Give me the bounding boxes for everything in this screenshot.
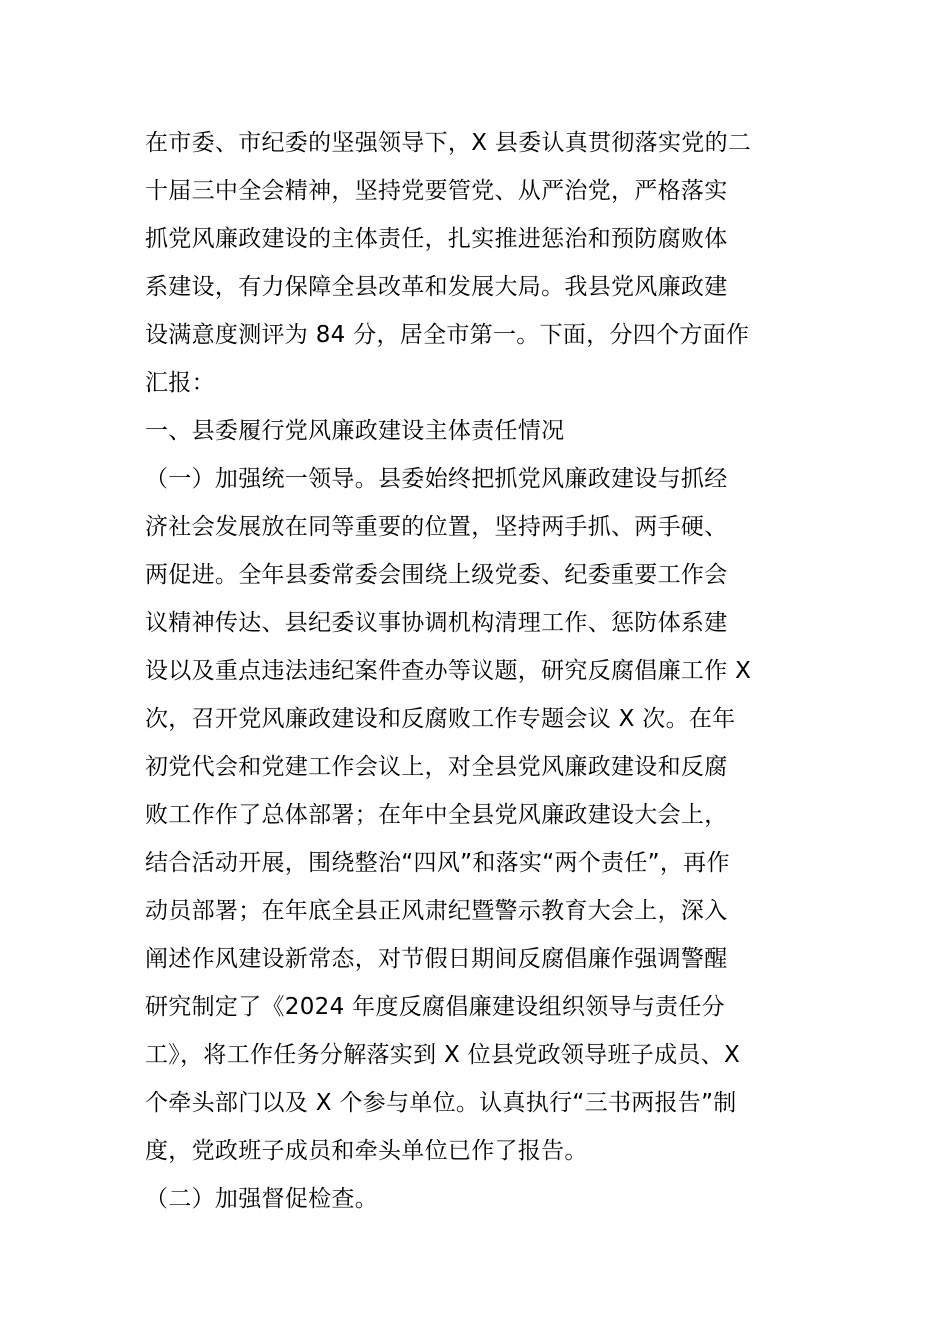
- text-line: 败工作作了总体部署；在年中全县党风廉政建设大会上，: [145, 802, 728, 828]
- text-line: 研究制定了《2024 年度反腐倡廉建设组织领导与责任分: [145, 994, 725, 1020]
- text-line: 系建设，有力保障全县改革和发展大局。我县党风廉政建: [145, 274, 728, 300]
- text-line: 个牵头部门以及 X 个参与单位。认真执行“三书两报告”制: [145, 1090, 737, 1116]
- text-line: 议精神传达、县纪委议事协调机构清理工作、惩防体系建: [145, 610, 728, 636]
- text-line: （一）加强统一领导。县委始终把抓党风廉政建设与抓经: [145, 466, 728, 492]
- text-line: 动员部署；在年底全县正风肃纪暨警示教育大会上，深入: [145, 898, 728, 924]
- text-line: 设满意度测评为 84 分，居全市第一。下面，分四个方面作: [145, 322, 750, 348]
- text-line: 度，党政班子成员和牵头单位已作了报告。: [145, 1138, 588, 1164]
- text-line: 设以及重点违法违纪案件查办等议题，研究反腐倡廉工作 X: [145, 658, 752, 684]
- subsection-heading: （二）加强督促检查。: [145, 1186, 378, 1212]
- text-line: 初党代会和党建工作会议上，对全县党风廉政建设和反腐: [145, 754, 728, 780]
- text-line: 结合活动开展，围绕整治“四风”和落实“两个责任”，再作: [145, 850, 730, 876]
- text-line: 工》，将工作任务分解落实到 X 位县党政领导班子成员、X: [145, 1042, 741, 1068]
- section-heading: 一、县委履行党风廉政建设主体责任情况: [145, 418, 565, 444]
- text-line: 汇报：: [145, 370, 215, 396]
- text-line: 次，召开党风廉政建设和反腐败工作专题会议 X 次。在年: [145, 706, 736, 732]
- text-line: 两促进。全年县委常委会围绕上级党委、纪委重要工作会: [145, 562, 728, 588]
- text-line: 十届三中全会精神，坚持党要管党、从严治党，严格落实: [145, 178, 728, 204]
- text-line: 济社会发展放在同等重要的位置，坚持两手抓、两手硬、: [145, 514, 728, 540]
- text-line: 在市委、市纪委的坚强领导下，X 县委认真贯彻落实党的二: [145, 130, 752, 156]
- text-line: 抓党风廉政建设的主体责任，扎实推进惩治和预防腐败体: [145, 226, 728, 252]
- text-line: 阐述作风建设新常态，对节假日期间反腐倡廉作强调警醒: [145, 946, 728, 972]
